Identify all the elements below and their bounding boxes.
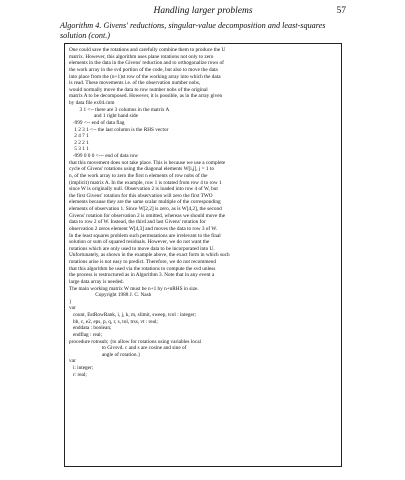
code-line: r: real; — [69, 371, 87, 378]
code-line: 5 3 1 1 — [69, 146, 89, 153]
code-line: rotations which are only used to move data to be incorporated into U. — [69, 245, 215, 252]
code-line: 2 4 7 1 — [69, 133, 89, 140]
code-line: Givens' rotation for observation 2 is omitted, whereas we should move the — [69, 212, 226, 219]
code-line: by data file ex04.cnm — [69, 100, 115, 106]
code-line: that this algorithm be used via the rotations to compute the svd unless — [69, 265, 216, 272]
code-line: var — [69, 305, 76, 312]
code-line: -999 <-- end of data flag — [69, 119, 125, 126]
page-number: 57 — [336, 6, 346, 16]
code-listing-box — [64, 43, 342, 467]
code-line: procedure rotnsub; {to allow for rotations using variables local — [69, 338, 201, 345]
code-line: enddata : boolean; — [69, 325, 112, 332]
running-title: Handling larger problems — [153, 6, 253, 16]
code-line: that this movement does not take place. This is because we use a complete — [69, 159, 226, 166]
code-line: i: integer; — [69, 365, 94, 371]
code-line: the first Givens' rotation for this observation will zero the first TWO — [69, 192, 213, 199]
code-line: 3 1 <-- there are 3 columns in the matrix A — [69, 106, 170, 113]
code-line: is read. These movements i.e. of the observation number nobs, — [69, 80, 201, 87]
code-line: 1 2 3 1 <-- the last column is the RHS vector — [69, 126, 169, 133]
code-line: and 1 right hand side — [69, 113, 138, 120]
code-line: to Givsvd. c and s are cosine and sine of — [69, 345, 187, 352]
code-line: the work array in the svd portion of the code, but also to move the data — [69, 66, 218, 73]
code-line: -999 0 0 0 <--- end of data row — [69, 153, 139, 159]
code-line: matrix. However, this algorithm uses plane rotations not only to zero — [69, 53, 214, 60]
code-line: The main working matrix W must be n+1 by n+nRHS in size. — [69, 285, 199, 292]
code-line: One could save the rotations and carefully combine them to produce the U — [69, 47, 226, 53]
code-line: endflag : real; — [69, 331, 103, 338]
code-line: 2 2 2 1 — [69, 139, 89, 146]
code-line: elements in the data in the Givens' reduction and to orthogonalize rows of — [69, 60, 224, 67]
code-line: matrix A to be decomposed. However, it is possible, as in the array given — [69, 93, 223, 100]
code-line: elements because they are the same scalar multiple of the corresponding — [69, 199, 221, 206]
code-line: count, EstRowRank, i, j, k, m, slimit, sweep, tcol : integer; — [69, 312, 197, 318]
code-line: } — [69, 298, 72, 305]
code-line: solution or sum of squared residuals. However, we do not want the — [69, 239, 210, 246]
code-line: var — [69, 358, 76, 365]
code-line: In the least squares problem such permutations are irrelevant to the final — [69, 232, 221, 239]
code-line: observation 2 zeros element W[4,3] and moves the data to row 3 of W. — [69, 225, 218, 232]
code-line: rotations arise is not easy to predict. Therefore, we do not recommend — [69, 259, 217, 265]
code-line: elements of observation 1. Since W[2,2] is zero, as is W[4,2], the second — [69, 206, 222, 212]
code-line: Unfortunately, as shown in the example above, the exact form in which such — [69, 252, 230, 259]
code-line: (implicit) matrix A. In the example, row 1 is rotated from row 4 to row 1 — [69, 179, 222, 186]
algorithm-caption: Algorithm 4. Givens' reductions, singular-value decomposition and least-squares solution (cont.) — [60, 21, 326, 40]
code-line: n, of the work array to zero the first n elements of row nobs of the — [69, 172, 208, 179]
code-line: large data array is needed. — [69, 278, 124, 285]
code-line: Copyright 1988 J. C. Nash — [69, 292, 152, 299]
page-header — [60, 6, 346, 20]
code-line: bb, c, e2, eps, p, q, r, s, tol, trss, vt : real; — [69, 318, 158, 325]
code-line: data to row 2 of W. Instead, the third and last Givens' rotation for — [69, 219, 206, 226]
code-line: angle of rotation.} — [69, 351, 141, 358]
code-line: would normally move the data to row number nobs of the original — [69, 86, 208, 93]
code-line: cycle of Givens' rotations using the diagonal elements W[i,j], j = 1 to — [69, 166, 214, 173]
code-line: into place from the (n+1)st row of the working array into which the data — [69, 73, 221, 80]
code-line: since W is originally null. Observation 2 is loaded into row 4 of W, but — [69, 186, 218, 193]
code-line: the process is restructured as in Algorithm 3. Note that in any event a — [69, 272, 215, 279]
